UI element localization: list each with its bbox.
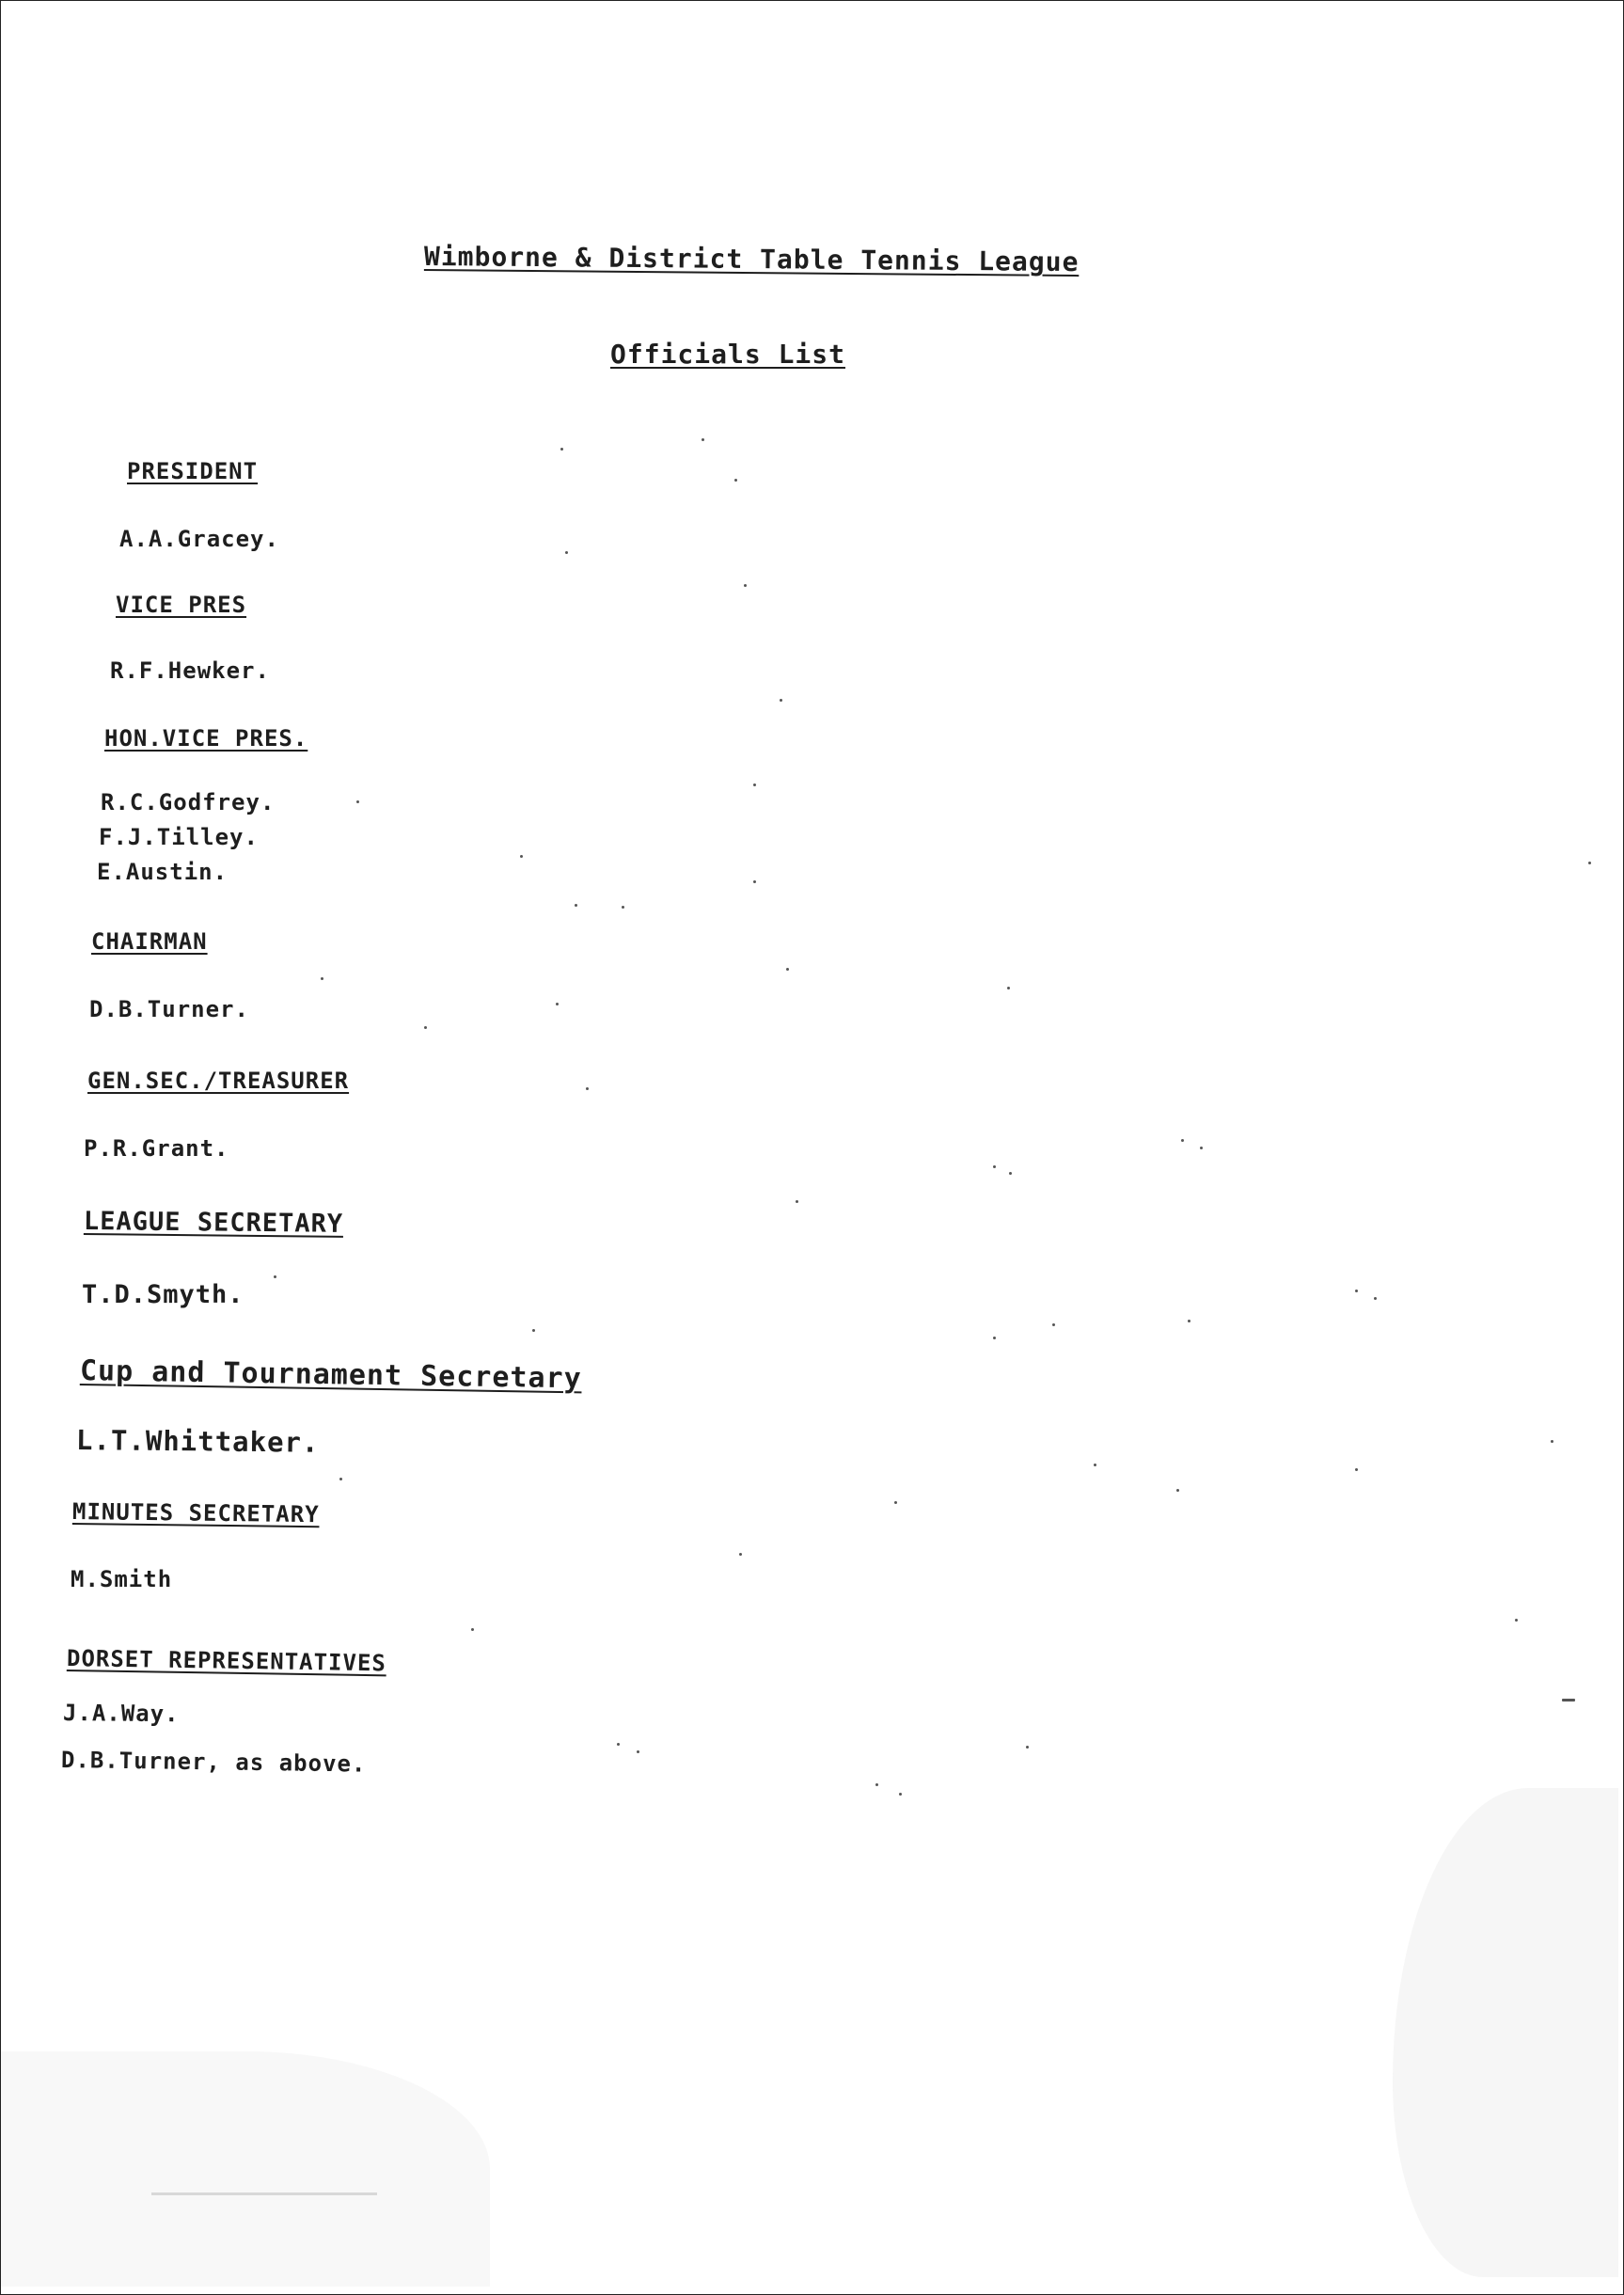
scan-speck <box>1094 1464 1096 1466</box>
scan-smudge <box>151 2192 377 2195</box>
name-cup-tournament-secretary: L.T.Whittaker. <box>75 1424 320 1459</box>
scan-speck <box>274 1275 276 1278</box>
scan-smudge <box>1 2051 490 2287</box>
name-hon-vice-pres-3: E.Austin. <box>97 859 229 885</box>
scan-speck <box>424 1026 427 1029</box>
scan-speck <box>1515 1619 1518 1622</box>
scan-speck <box>1355 1468 1358 1471</box>
scan-speck <box>560 448 563 451</box>
scan-speck <box>586 1087 589 1090</box>
scan-speck <box>780 699 782 702</box>
scan-speck <box>1200 1147 1203 1149</box>
name-hon-vice-pres-1: R.C.Godfrey. <box>101 789 276 815</box>
name-hon-vice-pres-2: F.J.Tilley. <box>99 824 259 850</box>
scan-speck <box>532 1329 535 1332</box>
scan-speck <box>321 977 323 980</box>
scan-speck <box>1551 1440 1553 1443</box>
scan-speck <box>734 479 737 482</box>
scan-speck <box>356 800 359 803</box>
heading-vice-pres: VICE PRES <box>116 592 247 618</box>
scan-speck <box>556 1003 559 1005</box>
name-dorset-rep-2: D.B.Turner, as above. <box>60 1747 367 1778</box>
scan-speck <box>471 1628 474 1631</box>
name-dorset-rep-1: J.A.Way. <box>62 1700 180 1728</box>
name-league-secretary: T.D.Smyth. <box>82 1280 244 1309</box>
name-vice-pres: R.F.Hewker. <box>110 657 270 684</box>
scan-speck <box>637 1750 639 1753</box>
scan-speck <box>575 904 577 907</box>
scan-speck <box>339 1478 342 1480</box>
scan-speck <box>1374 1297 1377 1300</box>
heading-league-secretary: LEAGUE SECRETARY <box>83 1207 344 1239</box>
scan-speck <box>565 551 568 554</box>
heading-president: PRESIDENT <box>127 458 259 484</box>
scan-speck <box>1562 1699 1575 1701</box>
heading-gen-sec-treasurer: GEN.SEC./TREASURER <box>87 1068 350 1094</box>
scan-speck <box>1009 1172 1012 1175</box>
document-subtitle: Officials List <box>610 339 846 370</box>
scan-speck <box>894 1501 897 1504</box>
scan-speck <box>520 855 523 858</box>
scan-speck <box>702 438 704 441</box>
heading-minutes-secretary: MINUTES SECRETARY <box>71 1498 320 1528</box>
scan-speck <box>744 584 747 587</box>
scan-speck <box>1026 1746 1029 1749</box>
document-title: Wimborne & District Table Tennis League <box>423 241 1080 278</box>
scan-speck <box>1052 1323 1055 1326</box>
scan-speck <box>1355 1290 1358 1292</box>
scan-speck <box>617 1743 620 1746</box>
scan-speck <box>993 1337 996 1339</box>
heading-chairman: CHAIRMAN <box>91 928 208 955</box>
scan-speck <box>993 1165 996 1168</box>
name-gen-sec-treasurer: P.R.Grant. <box>84 1135 229 1162</box>
scan-speck <box>875 1783 878 1786</box>
heading-dorset-representatives: DORSET REPRESENTATIVES <box>66 1645 387 1677</box>
scan-speck <box>786 968 789 971</box>
heading-hon-vice-pres: HON.VICE PRES. <box>104 725 308 752</box>
name-minutes-secretary: M.Smith <box>71 1566 173 1592</box>
name-chairman: D.B.Turner. <box>89 996 249 1022</box>
scan-speck <box>796 1200 798 1203</box>
scan-speck <box>1588 862 1591 864</box>
scan-speck <box>753 880 756 883</box>
scan-speck <box>753 783 756 786</box>
name-president: A.A.Gracey. <box>119 526 279 552</box>
scan-speck <box>622 906 624 909</box>
heading-cup-tournament-secretary: Cup and Tournament Secretary <box>79 1354 582 1396</box>
scan-speck <box>1007 987 1010 989</box>
scan-speck <box>1181 1139 1184 1142</box>
scan-speck <box>899 1793 902 1796</box>
scan-smudge <box>1393 1788 1618 2277</box>
scan-speck <box>739 1553 742 1556</box>
scan-speck <box>1176 1489 1179 1492</box>
scan-speck <box>1188 1320 1190 1322</box>
